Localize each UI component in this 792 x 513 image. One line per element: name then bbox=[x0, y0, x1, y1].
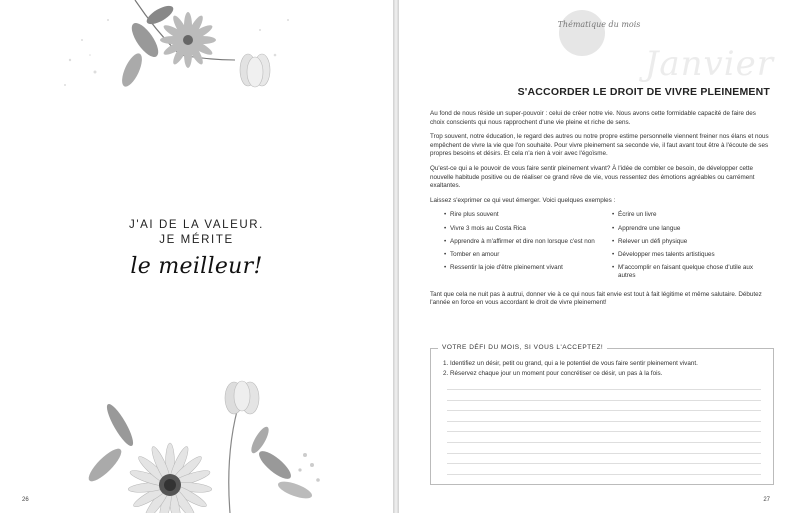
bottom-floral-illustration bbox=[80, 370, 340, 513]
writing-line[interactable] bbox=[447, 453, 761, 454]
challenge-step: 2. Réservez chaque jour un moment pour concrétiser ce désir, un pas à la fois. bbox=[450, 369, 773, 379]
page-number-right: 27 bbox=[763, 497, 770, 503]
left-page bbox=[0, 0, 393, 513]
writing-line[interactable] bbox=[447, 431, 761, 432]
paragraph: Au fond de nous réside un super-pouvoir : celui de créer notre vie. Nous avons cette formidable capacité de faire des choix conscients qui nous rapprochent d'une vie pleine et riche de sens. bbox=[430, 110, 756, 126]
writing-line[interactable] bbox=[447, 442, 761, 443]
writing-line[interactable] bbox=[447, 410, 761, 411]
theme-circle-decoration bbox=[559, 10, 605, 56]
list-item: • Écrire un livre bbox=[612, 211, 762, 218]
paragraph: Laissez s'exprimer ce qui veut émerger. Voici quelques exemples : bbox=[430, 196, 616, 204]
quote-block bbox=[0, 218, 393, 279]
paragraph: Trop souvent, notre éducation, le regard des autres ou notre propre estime personnelle viennent freiner nos élans et nous empêchent de vivre la vie que l'on souhaite. Pour vivre pleinement sa seconde vie, il faut avant tout être à l'écoute de ses propres besoins et désirs. Et cela n'a rien à voir avec l'égoïsme. bbox=[430, 133, 769, 158]
challenge-steps bbox=[431, 359, 773, 378]
examples-list-right bbox=[610, 211, 762, 284]
list-item: • Relever un défi physique bbox=[612, 238, 762, 245]
theme-label: Thématique du mois bbox=[557, 20, 641, 29]
list-item: • Apprendre à m'affirmer et dire non lorsque c'est non bbox=[444, 238, 610, 245]
list-item: • Rire plus souvent bbox=[444, 211, 610, 218]
quote-script-text: le meilleur! bbox=[130, 254, 263, 279]
list-item: • Ressentir la joie d'être pleinement vivant bbox=[444, 264, 610, 271]
challenge-box bbox=[430, 344, 774, 485]
writing-line[interactable] bbox=[447, 400, 761, 401]
paragraph: Qu'est-ce qui a le pouvoir de vous faire sentir pleinement vivant? À l'idée de combler ce besoin, de développer cette nouvelle habitude positive ou de réaliser ce grand rêve de vie, vous ressentez des émotions agréables ou carrément exaltantes. bbox=[430, 164, 755, 190]
examples-lists bbox=[430, 211, 772, 284]
writing-line[interactable] bbox=[447, 463, 761, 464]
examples-list-left bbox=[430, 211, 610, 284]
month-watermark: Janvier bbox=[644, 44, 774, 84]
list-item: • Tomber en amour bbox=[444, 251, 610, 258]
challenge-step: 1. Identifiez un désir, petit ou grand, qui a le potentiel de vous faire sentir pleinement vivant. bbox=[450, 359, 773, 369]
writing-line[interactable] bbox=[447, 421, 761, 422]
quote-line-2: JE MÉRITE bbox=[159, 234, 234, 246]
challenge-title: VOTRE DÉFI DU MOIS, SI VOUS L'ACCEPTEZ! bbox=[438, 344, 607, 351]
writing-line[interactable] bbox=[447, 389, 761, 390]
page-title: S'ACCORDER LE DROIT DE VIVRE PLEINEMENT bbox=[517, 86, 770, 98]
page-number-left: 26 bbox=[22, 497, 29, 503]
list-item: • Développer mes talents artistiques bbox=[612, 251, 762, 258]
right-page bbox=[399, 0, 792, 513]
writing-lines bbox=[447, 389, 761, 484]
quote-line-1: J'AI DE LA VALEUR. bbox=[129, 219, 264, 231]
top-floral-illustration bbox=[60, 0, 300, 110]
list-item: • M'accomplir en faisant quelque chose d'utile aux autres bbox=[612, 264, 762, 279]
list-item: • Vivre 3 mois au Costa Rica bbox=[444, 225, 610, 232]
writing-line[interactable] bbox=[447, 474, 761, 475]
closing-paragraph: Tant que cela ne nuit pas à autrui, donner vie à ce qui nous fait envie est tout à fait légitime et même salutaire. Débutez l'année en force en vous accordant le droit de vivre pleinement! bbox=[430, 290, 762, 307]
article-body bbox=[430, 110, 772, 314]
list-item: • Apprendre une langue bbox=[612, 225, 762, 232]
